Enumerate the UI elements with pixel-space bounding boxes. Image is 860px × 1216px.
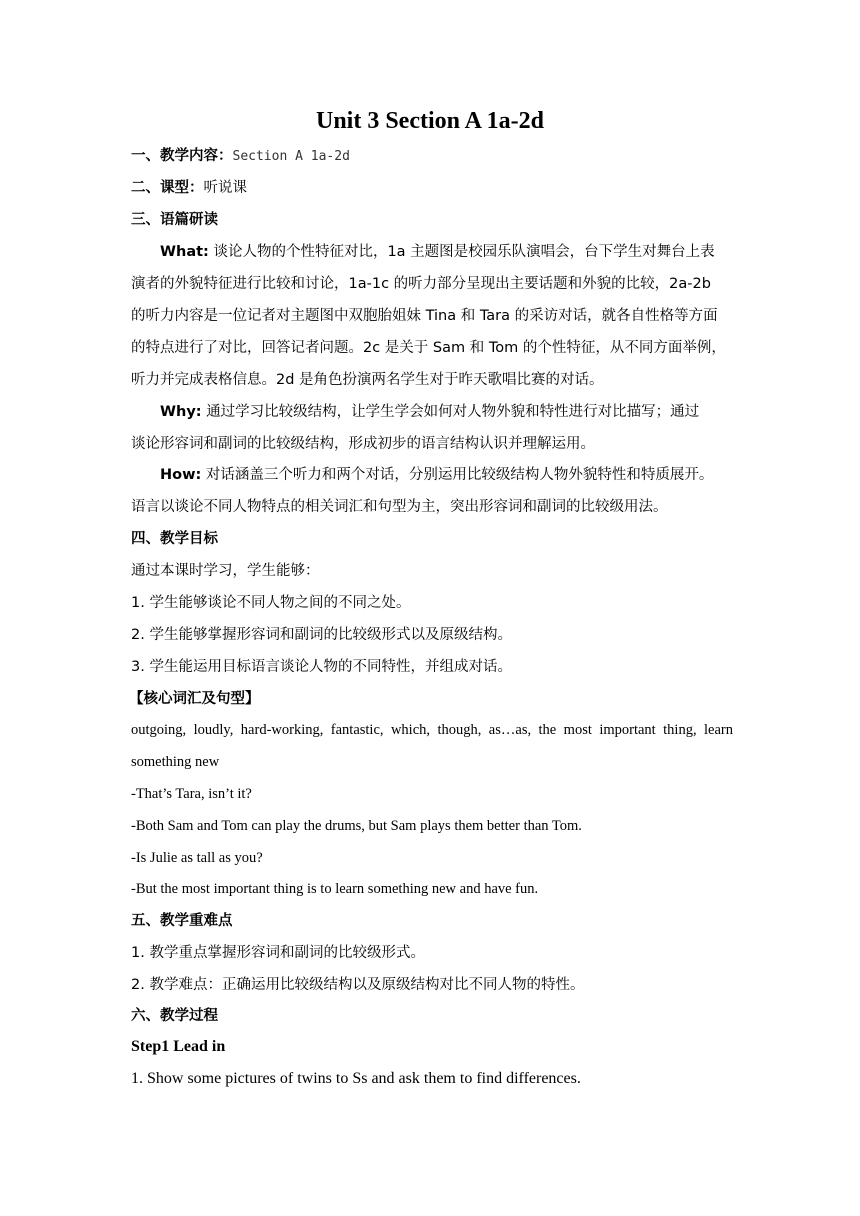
step1-item: 1. Show some pictures of twins to Ss and ask them to find differences. bbox=[131, 1070, 581, 1087]
objective-item: 1. 学生能够谈论不同人物之间的不同之处。 bbox=[131, 595, 411, 611]
key-point-item: 1. 教学重点掌握形容词和副词的比较级形式。 bbox=[131, 945, 425, 961]
objective-item: 2. 学生能够掌握形容词和副词的比较级形式以及原级结构。 bbox=[131, 627, 512, 643]
core-sentence: -Is Julie as tall as you? bbox=[131, 850, 263, 866]
section-text-analysis-heading: 三、语篇研读 bbox=[131, 212, 218, 228]
how-text: 对话涵盖三个听力和两个对话，分别运用比较级结构人物外貌特性和特质展开。 bbox=[205, 467, 714, 483]
section-label: 二、课型： bbox=[131, 180, 204, 196]
section-process-heading: 六、教学过程 bbox=[131, 1008, 218, 1024]
core-vocab-heading: 【核心词汇及句型】 bbox=[129, 691, 260, 707]
what-line-2: 演者的外貌特征进行比较和讨论，1a-1c 的听力部分呈现出主要话题和外貌的比较，2a-2b bbox=[131, 276, 711, 292]
objective-item: 3. 学生能运用目标语言谈论人物的不同特性，并组成对话。 bbox=[131, 659, 512, 675]
what-label: What: bbox=[160, 244, 209, 260]
what-line-4: 的特点进行了对比，回答记者问题。2c 是关于 Sam 和 Tom 的个性特征，从不同方面举例， bbox=[131, 340, 726, 356]
core-sentence: -Both Sam and Tom can play the drums, but Sam plays them better than Tom. bbox=[131, 818, 582, 834]
what-line-5: 听力并完成表格信息。2d 是角色扮演两名学生对于昨天歌唱比赛的对话。 bbox=[131, 372, 604, 388]
key-point-item: 2. 教学难点：正确运用比较级结构以及原级结构对比不同人物的特性。 bbox=[131, 977, 585, 993]
document-title: Unit 3 Section A 1a-2d bbox=[315, 108, 545, 134]
step1-heading: Step1 Lead in bbox=[131, 1038, 226, 1055]
core-vocab-line-1: outgoing, loudly, hard-working, fantastic, which, though, as…as, the most important thing, learn bbox=[131, 722, 733, 738]
core-sentence: -But the most important thing is to learn something new and have fun. bbox=[131, 881, 539, 897]
section-key-points-heading: 五、教学重难点 bbox=[131, 913, 233, 929]
how-line-2: 语言以谈论不同人物特点的相关词汇和句型为主，突出形容词和副词的比较级用法。 bbox=[131, 499, 668, 515]
section-teaching-content bbox=[131, 146, 733, 167]
section-label: 一、教学内容： bbox=[131, 148, 233, 164]
core-vocab-line-2: something new bbox=[131, 754, 220, 770]
core-sentence: -That’s Tara, isn’t it? bbox=[131, 786, 252, 802]
what-line-1 bbox=[160, 242, 733, 262]
what-line-3: 的听力内容是一位记者对主题图中双胞胎姐妹 Tina 和 Tara 的采访对话，就各自性格等方面 bbox=[131, 308, 718, 324]
objectives-intro: 通过本课时学习，学生能够： bbox=[131, 563, 320, 579]
why-text: 通过学习比较级结构，让学生学会如何对人物外貌和特性进行对比描写；通过 bbox=[206, 404, 700, 420]
what-text: 谈论人物的个性特征对比，1a 主题图是校园乐队演唱会，台下学生对舞台上表 bbox=[213, 244, 715, 260]
section-value: Section A 1a-2d bbox=[232, 149, 350, 164]
how-line-1 bbox=[160, 465, 733, 485]
section-value: 听说课 bbox=[203, 180, 247, 196]
section-lesson-type bbox=[131, 178, 733, 198]
why-label: Why: bbox=[160, 404, 202, 420]
why-line-1 bbox=[160, 402, 733, 422]
why-line-2: 谈论形容词和副词的比较级结构，形成初步的语言结构认识并理解运用。 bbox=[131, 436, 595, 452]
how-label: How: bbox=[160, 467, 202, 483]
section-objectives-heading: 四、教学目标 bbox=[131, 531, 218, 547]
